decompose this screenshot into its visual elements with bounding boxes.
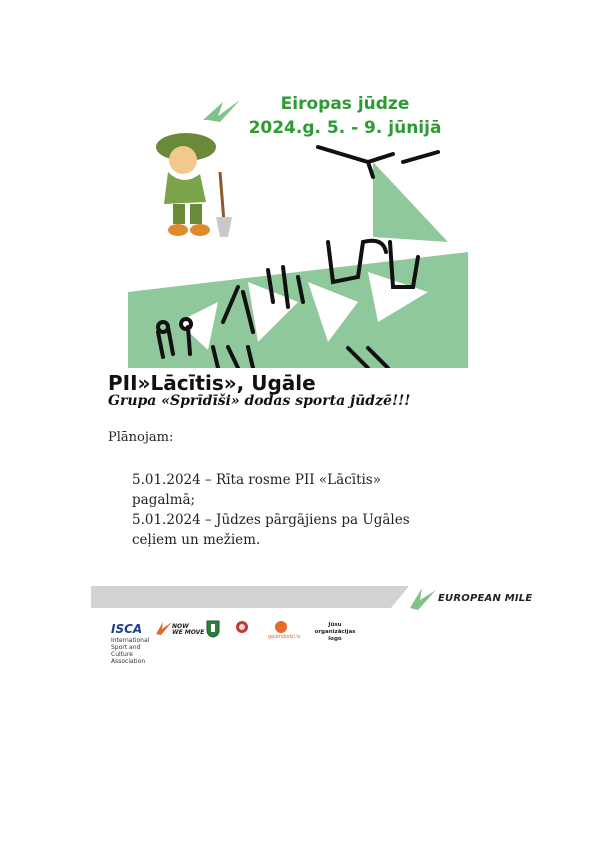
footer-gray-bar xyxy=(91,586,409,608)
european-mile-footer-icon xyxy=(408,586,438,612)
emblem-icon xyxy=(233,620,251,634)
isca-logo-subtitle: International Sport and Culture Association xyxy=(111,637,150,665)
event-title xyxy=(245,92,445,140)
european-mile-arrow-logo xyxy=(203,100,240,122)
event-title-line1: Eiropas jūdze xyxy=(280,94,410,114)
site-logo-icon xyxy=(274,620,288,634)
isca-logo: ISCA xyxy=(111,622,143,636)
now-we-move-arrow-icon xyxy=(155,620,173,636)
plan-item: 5.01.2024 – Rīta rosme PII «Lācītis» pagalmā; xyxy=(132,472,381,508)
coat-of-arms-icon xyxy=(206,620,220,638)
plan-item: 5.01.2024 – Jūdzes pārgājiens pa Ugāles ceļiem un mežiem. xyxy=(132,512,410,548)
green-flag-shape xyxy=(373,162,448,242)
european-mile-label: EUROPEAN MILE xyxy=(438,593,533,604)
now-we-move-logo xyxy=(172,624,204,636)
group-line: Grupa «Sprīdīši» dodas sporta jūdzē!!! xyxy=(108,393,411,409)
event-title-line2: 2024.g. 5. - 9. jūnijā xyxy=(248,118,442,138)
plan-label: Plānojam: xyxy=(108,430,174,445)
your-organization-logo-placeholder: Jūsu organizācijas logo xyxy=(314,622,356,642)
site-logo-label: gelendorbi.lv xyxy=(268,634,301,640)
now-we-move-line2: WE MOVE xyxy=(172,629,205,636)
organization-title: PII»Lācītis», Ugāle xyxy=(108,371,316,395)
now-we-move-line1: NOW xyxy=(172,623,189,630)
mascot-illustration xyxy=(156,133,232,237)
